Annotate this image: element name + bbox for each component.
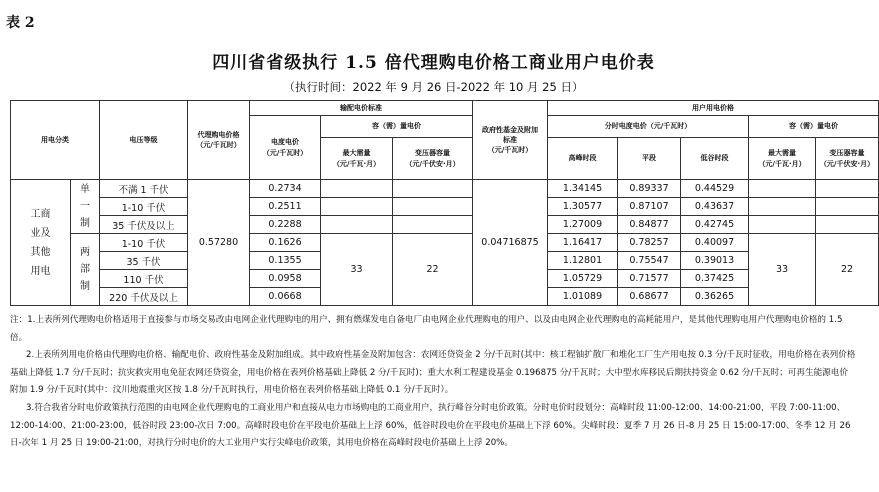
- single-system-char: 制: [80, 218, 90, 229]
- energy-price-cell: 0.1355: [250, 252, 321, 270]
- two-part-system-char: 两: [80, 247, 90, 258]
- energy-price-cell: 0.1626: [250, 234, 321, 252]
- header-row-1: [11, 101, 879, 116]
- flat-cell: 0.71577: [618, 270, 681, 288]
- voltage-cell: 35 千伏: [100, 252, 188, 270]
- empty-cell: [816, 216, 879, 234]
- peak-cell: 1.12801: [548, 252, 618, 270]
- header-transformer-unit: （元/千伏安·月）: [405, 159, 460, 168]
- table-row: [11, 234, 879, 252]
- empty-cell: [816, 180, 879, 198]
- voltage-cell: 不满 1 千伏: [100, 180, 188, 198]
- empty-cell: [816, 198, 879, 216]
- header-user-transformer: [816, 138, 879, 180]
- category-line: 其他: [30, 246, 51, 258]
- agency-price-value: 0.57280: [188, 180, 250, 306]
- flat-cell: 0.75547: [618, 252, 681, 270]
- note-1: 注：1.上表所列代理购电价格适用于直接参与市场交易改由电网企业代理购电的用户、拥有燃煤发电自备电厂由电网企业代理购电的用户、以及由电网企业代理购电的高耗能用户，是其他代理购电用户代理购电价格的 1.5 倍。: [10, 315, 843, 343]
- header-user-price: 用户用电价格: [548, 101, 879, 116]
- header-user-max-demand-label: 最大需量: [768, 149, 797, 158]
- gov-fund-value: 0.04716875: [473, 180, 548, 306]
- header-flat: 平段: [618, 138, 681, 180]
- peak-cell: 1.16417: [548, 234, 618, 252]
- single-system-label: [71, 180, 100, 234]
- two-part-system-char: 制: [80, 281, 90, 292]
- page-title: 四川省省级执行 1.5 倍代理购电价格工商业用户电价表: [212, 53, 655, 73]
- flat-cell: 0.78257: [618, 234, 681, 252]
- empty-cell: [749, 198, 816, 216]
- header-max-demand-label: 最大需量: [342, 149, 371, 158]
- header-user-capacity: 容（需）量电价: [749, 116, 879, 138]
- notes-section: [10, 312, 856, 453]
- table-row: [11, 216, 879, 234]
- flat-cell: 0.87107: [618, 198, 681, 216]
- empty-cell: [393, 216, 473, 234]
- header-max-demand: [321, 138, 393, 180]
- empty-cell: [749, 180, 816, 198]
- energy-price-cell: 0.2511: [250, 198, 321, 216]
- valley-cell: 0.43637: [681, 198, 749, 216]
- empty-cell: [321, 180, 393, 198]
- table-label: 表 2: [6, 15, 35, 31]
- user-max-demand-value: 33: [749, 234, 816, 306]
- energy-price-cell: 0.2288: [250, 216, 321, 234]
- single-system-char: 一: [80, 201, 90, 212]
- valley-cell: 0.44529: [681, 180, 749, 198]
- empty-cell: [393, 180, 473, 198]
- header-gov-fund: [473, 101, 548, 180]
- header-transmission: 输配电价标准: [250, 101, 473, 116]
- header-user-max-demand-unit: （元/千瓦·月）: [758, 159, 806, 168]
- category-line: 业及: [30, 227, 51, 239]
- two-part-system-char: 部: [80, 264, 90, 275]
- valley-cell: 0.40097: [681, 234, 749, 252]
- table-row: [11, 180, 879, 198]
- header-user-transformer-unit: （元/千伏安·月）: [819, 159, 875, 168]
- peak-cell: 1.30577: [548, 198, 618, 216]
- single-system-char: 单: [80, 184, 90, 195]
- header-gov-fund-unit: （元/千瓦时）: [487, 146, 533, 155]
- header-category: 用电分类: [11, 101, 100, 180]
- flat-cell: 0.89337: [618, 180, 681, 198]
- flat-cell: 0.68677: [618, 288, 681, 306]
- header-valley: 低谷时段: [681, 138, 749, 180]
- header-agency-price: [188, 101, 250, 180]
- user-transformer-value: 22: [816, 234, 879, 306]
- transformer-value: 22: [393, 234, 473, 306]
- peak-cell: 1.01089: [548, 288, 618, 306]
- peak-cell: 1.27009: [548, 216, 618, 234]
- header-peak: 高峰时段: [548, 138, 618, 180]
- note-3: 3.符合我省分时电价政策执行范围的由电网企业代理购电的工商业用户和直接从电力市场购电的工商业用户，执行峰谷分时电价政策。分时电价时段划分：高峰时段 11:00-12:00、14:00-21:00，平段 7:00-11:00、12:00-14:00、21:00-23:00，低谷时段 23:00-次日 7:00。高峰时段电价在平段电价基础上上浮 60%，低谷时段电价在平段电价基础上下浮 60%。尖峰时段：夏季 7 月 26 日-8 月 25 日 15:00-17:00、冬季 12 月 26 日-次年 1 月 25 日 19:00-21:00，对执行分时电价的大工业用户实行尖峰电价政策，其用电价格在高峰时段电价基础上上浮 20%。: [10, 402, 851, 449]
- category-line: 工商: [30, 208, 51, 220]
- voltage-cell: 110 千伏: [100, 270, 188, 288]
- empty-cell: [321, 216, 393, 234]
- price-table: [10, 100, 879, 306]
- peak-cell: 1.05729: [548, 270, 618, 288]
- header-user-max-demand: [749, 138, 816, 180]
- empty-cell: [321, 198, 393, 216]
- header-user-transformer-label: 变压器容量: [829, 149, 865, 158]
- voltage-cell: 35 千伏及以上: [100, 216, 188, 234]
- valley-cell: 0.37425: [681, 270, 749, 288]
- header-energy-price-label: 电度电价: [271, 138, 299, 147]
- voltage-cell: 220 千伏及以上: [100, 288, 188, 306]
- header-voltage: 电压等级: [100, 101, 188, 180]
- peak-cell: 1.34145: [548, 180, 618, 198]
- energy-price-cell: 0.2734: [250, 180, 321, 198]
- energy-price-cell: 0.0958: [250, 270, 321, 288]
- flat-cell: 0.84877: [618, 216, 681, 234]
- voltage-cell: 1-10 千伏: [100, 198, 188, 216]
- valley-cell: 0.39013: [681, 252, 749, 270]
- empty-cell: [749, 216, 816, 234]
- header-gov-fund-label: 政府性基金及附加: [482, 125, 539, 134]
- max-demand-value: 33: [321, 234, 393, 306]
- header-energy-price: [250, 116, 321, 180]
- header-max-demand-unit: （元/千瓦·月）: [332, 159, 381, 168]
- header-energy-price-unit: （元/千瓦时）: [262, 148, 308, 157]
- energy-price-cell: 0.0668: [250, 288, 321, 306]
- effective-period: （执行时间：2022 年 9 月 26 日-2022 年 10 月 25 日）: [283, 80, 584, 94]
- valley-cell: 0.42745: [681, 216, 749, 234]
- two-part-system-label: [71, 234, 100, 306]
- valley-cell: 0.36265: [681, 288, 749, 306]
- voltage-cell: 1-10 千伏: [100, 234, 188, 252]
- table-row: [11, 198, 879, 216]
- category-label: [11, 180, 71, 306]
- note-2: 2.上表所列用电价格由代理购电价格、输配电价、政府性基金及附加组成。其中政府性基金及附加包含：农网还贷资金 2 分/千瓦时(其中：核工程铀扩散厂和堆化工厂生产用电按 0.3 分/千瓦时征收，用电价格在表列价格基础上降低 1.7 分/千瓦时；抗灾救灾用电免征农网还贷资金，用电价格在表列价格基础上降低 2 分/千瓦时)；重大水利工程建设基金 0.196875 分/千瓦时；大中型水库移民后期扶持资金 0.62 分/千瓦时；可再生能源电价附加 1.9 分/千瓦时(其中：汶川地震重灾区按 1.8 分/千瓦时执行，用电价格在表列价格基础上降低 0.1 分/千瓦时）。: [10, 350, 856, 396]
- header-capacity: 容（需）量电价: [321, 116, 473, 138]
- header-agency-price-label: 代理购电价格: [197, 130, 240, 139]
- header-transformer-label: 变压器容量: [415, 149, 450, 158]
- header-gov-fund-std: 标准: [503, 135, 518, 144]
- header-transformer: [393, 138, 473, 180]
- header-agency-price-unit: （元/千瓦时）: [196, 141, 241, 149]
- category-line: 用电: [30, 265, 51, 277]
- header-tou: 分时电度电价（元/千瓦时）: [548, 116, 749, 138]
- empty-cell: [393, 198, 473, 216]
